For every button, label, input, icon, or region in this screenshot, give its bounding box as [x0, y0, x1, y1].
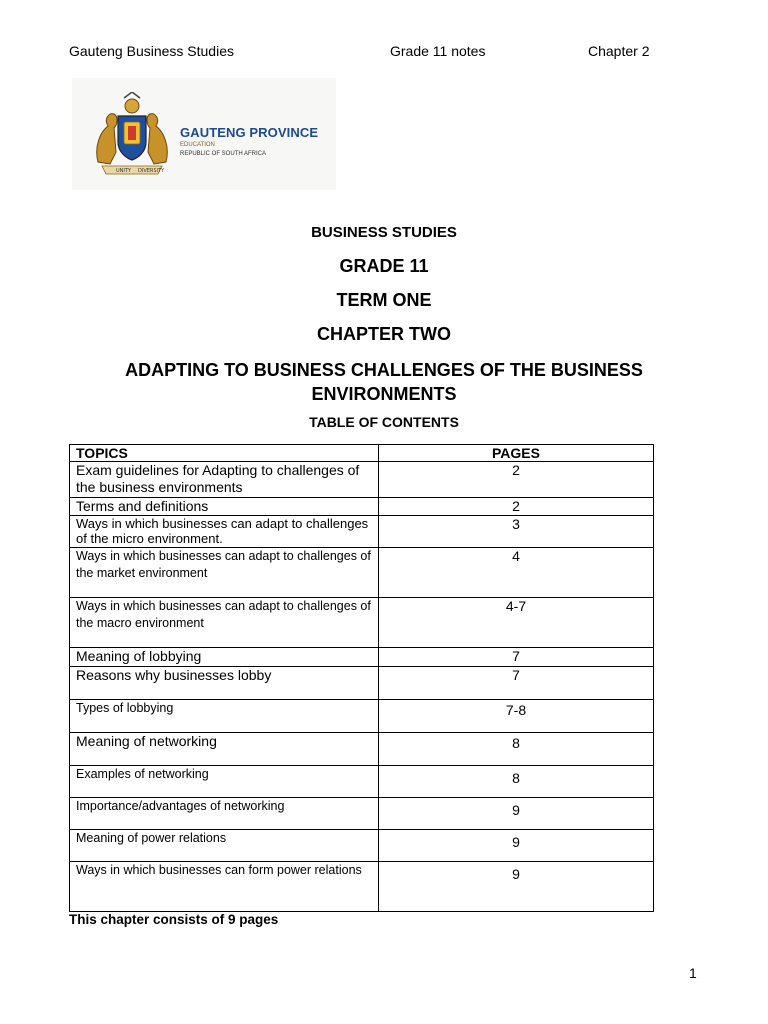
logo-subtitle-country: REPUBLIC OF SOUTH AFRICA [180, 151, 267, 157]
toc-row [70, 733, 654, 766]
toc-topic: Meaning of lobbying [70, 648, 379, 667]
toc-row [70, 548, 654, 598]
toc-pages: 4 [379, 548, 654, 598]
motto-right: DIVERSITY [138, 168, 165, 174]
toc-topic: Meaning of power relations [70, 830, 379, 862]
toc-pages: 9 [379, 798, 654, 830]
toc-row [70, 766, 654, 798]
toc-pages: 8 [379, 766, 654, 798]
toc-pages: 7 [379, 648, 654, 667]
toc-row [70, 648, 654, 667]
toc-topic: Ways in which businesses can adapt to challenges of the market environment [70, 548, 379, 598]
toc-row [70, 462, 654, 498]
gauteng-logo [72, 78, 336, 190]
subject-title: BUSINESS STUDIES [311, 224, 457, 241]
toc-pages: 7-8 [379, 700, 654, 733]
page-number: 1 [689, 965, 697, 981]
toc-pages: 4-7 [379, 598, 654, 648]
toc-pages: 2 [379, 462, 654, 498]
toc-topic: Types of lobbying [70, 700, 379, 733]
toc-pages: 2 [379, 498, 654, 516]
toc-row [70, 667, 654, 700]
toc-topic: Ways in which businesses can adapt to challenges of the macro environment [70, 598, 379, 648]
toc-pages: 7 [379, 667, 654, 700]
grade-title: GRADE 11 [339, 256, 429, 276]
toc-pages: 3 [379, 516, 654, 548]
header-right: Chapter 2 [588, 43, 650, 59]
motto-left: UNITY [116, 168, 131, 174]
term-title: TERM ONE [336, 290, 432, 310]
toc-topic: Importance/advantages of networking [70, 798, 379, 830]
toc-topic: Ways in which businesses can adapt to challenges of the micro environment. [70, 516, 379, 548]
toc-row [70, 830, 654, 862]
topic-title: ADAPTING TO BUSINESS CHALLENGES OF THE BUSINESS ENVIRONMENTS [125, 360, 643, 404]
topics-column-header: TOPICS [70, 445, 379, 462]
toc-topic: Terms and definitions [70, 498, 379, 516]
toc-topic: Examples of networking [70, 766, 379, 798]
toc-header-row [70, 445, 654, 462]
toc-heading: TABLE OF CONTENTS [309, 414, 459, 430]
toc-row [70, 598, 654, 648]
toc-pages: 9 [379, 830, 654, 862]
toc-row [70, 498, 654, 516]
header-left: Gauteng Business Studies [69, 43, 234, 59]
chapter-title: CHAPTER TWO [317, 324, 451, 344]
coat-of-arms-icon [90, 92, 174, 178]
toc-row [70, 700, 654, 733]
table-of-contents [69, 444, 654, 912]
chapter-page-count-note: This chapter consists of 9 pages [69, 912, 279, 927]
toc-pages: 8 [379, 733, 654, 766]
header-middle: Grade 11 notes [390, 43, 486, 59]
toc-row [70, 862, 654, 912]
pages-column-header: PAGES [379, 445, 654, 462]
logo-subtitle-education: EDUCATION [180, 142, 215, 148]
toc-topic: Reasons why businesses lobby [70, 667, 379, 700]
toc-row [70, 798, 654, 830]
toc-row [70, 516, 654, 548]
logo-title: GAUTENG PROVINCE [180, 125, 319, 140]
toc-topic: Meaning of networking [70, 733, 379, 766]
toc-topic: Exam guidelines for Adapting to challenges of the business environments [70, 462, 379, 498]
toc-pages: 9 [379, 862, 654, 912]
toc-topic: Ways in which businesses can form power relations [70, 862, 379, 912]
